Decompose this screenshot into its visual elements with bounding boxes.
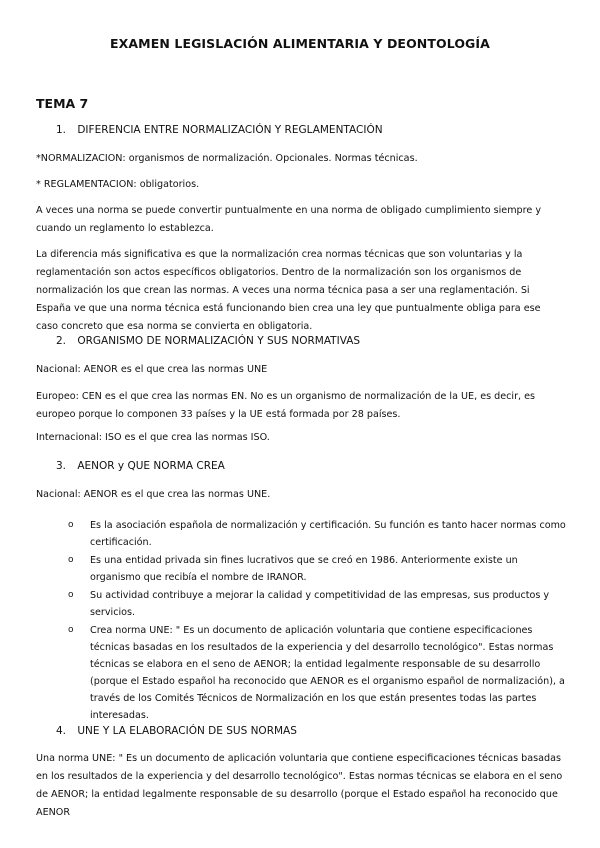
section-heading-4 — [56, 725, 297, 737]
list-item — [68, 587, 568, 621]
paragraph-norma-obligado: A veces una norma se puede convertir puntualmente en una norma de obligado cumplimiento siempre y cuando un reglamento lo establezca. — [36, 205, 542, 234]
paragraph-nacional-aenor: Nacional: AENOR es el que crea las normas UNE. — [36, 489, 271, 500]
paragraph-normalizacion: *NORMALIZACION: organismos de normalización. Opcionales. Normas técnicas. — [36, 153, 418, 164]
section-number: 1. — [56, 124, 67, 136]
aenor-bullet-list — [68, 517, 568, 725]
tema-heading: TEMA 7 — [36, 96, 89, 111]
list-item — [68, 517, 568, 551]
bullet-marker: o — [68, 520, 74, 530]
document-title: EXAMEN LEGISLACIÓN ALIMENTARIA Y DEONTOLOGÍA — [110, 36, 490, 51]
list-item — [68, 552, 568, 586]
list-item — [68, 622, 568, 724]
section-title: UNE Y LA ELABORACIÓN DE SUS NORMAS — [77, 725, 297, 737]
bullet-marker: o — [68, 625, 74, 635]
bullet-marker: o — [68, 555, 74, 565]
bullet-text: Es una entidad privada sin fines lucrativos que se creó en 1986. Anteriormente existe un organismo que recibía el nombre de IRANOR. — [90, 555, 518, 583]
bullet-text: Crea norma UNE: " Es un documento de aplicación voluntaria que contiene especificaciones técnicas basadas en los resultados de la experiencia y del desarrollo tecnológico". Estas normas técnicas se elabora en el seno de AENOR; la entidad legalmente responsable de su desarrollo (porque el Estado español ha reconocido que AENOR es el organismo español de normalización), a través de los Comités Técnicos de Normalización en los que están presentes todas las partes interesadas. — [90, 625, 565, 721]
paragraph-internacional: Internacional: ISO es el que crea las normas ISO. — [36, 432, 270, 443]
paragraph-diferencia: La diferencia más significativa es que la normalización crea normas técnicas que son voluntarias y la reglamentación son actos específicos obligatorios. Dentro de la normalización son los organismos de normalización los que crean las normas. A veces una norma técnica pasa a ser una reglamentación. Si España ve que una norma técnica está funcionando bien crea una ley que puntualmente obliga para ese caso concreto que esa norma se convierta en obligatoria. — [36, 249, 541, 332]
bullet-text: Es la asociación española de normalización y certificación. Su función es tanto hacer normas como certificación. — [90, 520, 566, 548]
bullet-marker: o — [68, 590, 74, 600]
paragraph-reglamentacion: * REGLAMENTACION: obligatorios. — [36, 179, 200, 190]
paragraph-europeo: Europeo: CEN es el que crea las normas EN. No es un organismo de normalización de la UE, es decir, es europeo porque lo componen 33 países y la UE está formada por 28 países. — [36, 391, 536, 420]
paragraph-norma-une: Una norma UNE: " Es un documento de aplicación voluntaria que contiene especificaciones técnicas basadas en los resultados de la experiencia y del desarrollo tecnológico". Estas normas técnicas se elabora en el seno de AENOR; la entidad legalmente responsable de su desarrollo (porque el Estado español ha reconocido que AENOR — [36, 753, 563, 818]
paragraph-nacional: Nacional: AENOR es el que crea las normas UNE — [36, 364, 268, 375]
section-title: AENOR y QUE NORMA CREA — [77, 460, 225, 472]
section-number: 2. — [56, 335, 67, 347]
section-heading-3 — [56, 460, 225, 472]
bullet-text: Su actividad contribuye a mejorar la calidad y competitividad de las empresas, sus productos y servicios. — [90, 590, 550, 618]
section-number: 4. — [56, 725, 67, 737]
section-number: 3. — [56, 460, 67, 472]
section-title: ORGANISMO DE NORMALIZACIÓN Y SUS NORMATIVAS — [77, 335, 361, 347]
section-heading-1 — [56, 124, 383, 136]
section-heading-2 — [56, 335, 360, 347]
section-title: DIFERENCIA ENTRE NORMALIZACIÓN Y REGLAMENTACIÓN — [77, 124, 383, 136]
